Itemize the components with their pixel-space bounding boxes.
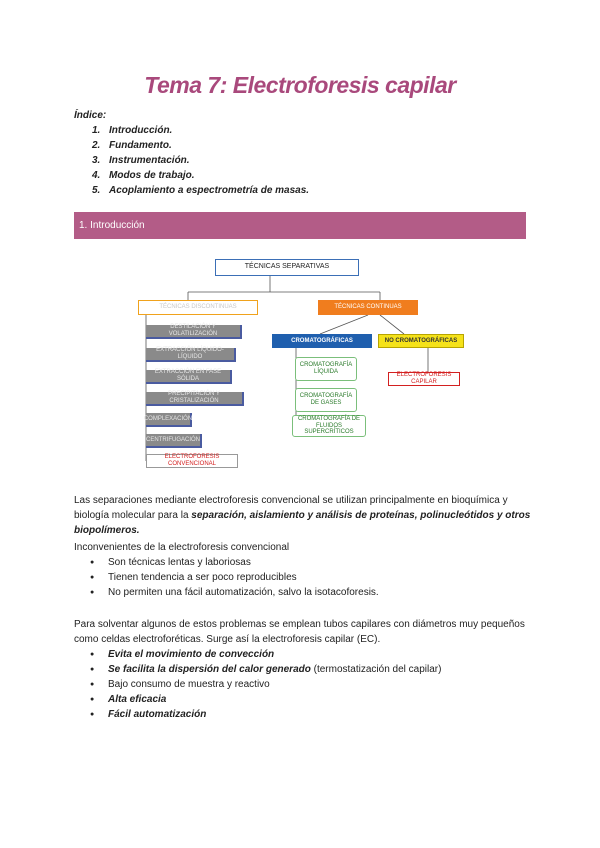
crom-item: CROMATOGRAFÍA DE GASES [295,388,357,412]
list-item: ● Son técnicas lentas y laboriosas [90,555,379,570]
inconvenientes-list [90,555,379,600]
disc-item: CENTRIFUGACIÓN [146,434,202,448]
index-item: 4. Modos de trabajo. [92,170,195,181]
list-item: ● Fácil automatización [90,707,441,722]
index-label: Índice: [74,110,107,121]
index-item: 2. Fundamento. [92,140,172,151]
discontinuas-box: TÉCNICAS DISCONTINUAS [138,300,258,315]
list-item: ● Se facilita la dispersión del calor generado (termostatización del capilar) [90,662,441,677]
crom-item: CROMATOGRAFÍA DE FLUIDOS SUPERCRÍTICOS [292,415,366,437]
disc-item: COMPLEXACIÓN [146,413,192,427]
no-cromatograficas-box: NO CROMATOGRÁFICAS [378,334,464,348]
index-item: 3. Instrumentación. [92,155,190,166]
disc-item: DESTILACIÓN Y VOLATILIZACIÓN [146,325,242,339]
list-item: ● Evita el movimiento de convección [90,647,441,662]
disc-item: PRECIPITACIÓN Y CRISTALIZACIÓN [146,392,244,406]
cromatograficas-box: CROMATOGRÁFICAS [272,334,372,348]
intro-paragraph: Las separaciones mediante electroforesis convencional se utilizan principalmente en bioquímica y biología molecular para la separación, aislamiento y análisis de proteínas, polinucleótidos y otros biopolímeros. [74,495,531,536]
disc-item: EXTRACCIÓN LÍQUIDO-LÍQUIDO [146,348,236,362]
root-box: TÉCNICAS SEPARATIVAS [215,259,359,276]
index-item: 1. Introducción. [92,125,173,136]
ventajas-list [90,647,441,722]
index-item: 5. Acoplamiento a espectrometría de masas. [92,185,310,196]
techniques-diagram [120,255,480,475]
continuas-box: TÉCNICAS CONTINUAS [318,300,418,315]
index-list [92,123,309,198]
inconvenientes-heading: Inconvenientes de la electroforesis convencional [74,542,290,553]
no-crom-item: ELECTROFORESIS CAPILAR [388,372,460,386]
crom-item: CROMATOGRAFÍA LÍQUIDA [295,357,357,381]
list-item: ● Bajo consumo de muestra y reactivo [90,677,441,692]
page-title: Tema 7: Electroforesis capilar [144,72,456,98]
list-item: ● Tienen tendencia a ser poco reproducibles [90,570,379,585]
disc-item-highlight: ELECTROFORESIS CONVENCIONAL [146,454,238,468]
list-item: ● Alta eficacia [90,692,441,707]
list-item: ● No permiten una fácil automatización, salvo la isotacoforesis. [90,585,379,600]
ec-paragraph: Para solventar algunos de estos problemas se emplean tubos capilares con diámetros muy pequeños como celdas electroforéticas. Surge así la electroforesis capilar (EC). [74,619,525,645]
section-heading-introduccion: 1. Introducción [74,212,526,239]
disc-item: EXTRACCIÓN EN FASE SÓLIDA [146,370,232,384]
